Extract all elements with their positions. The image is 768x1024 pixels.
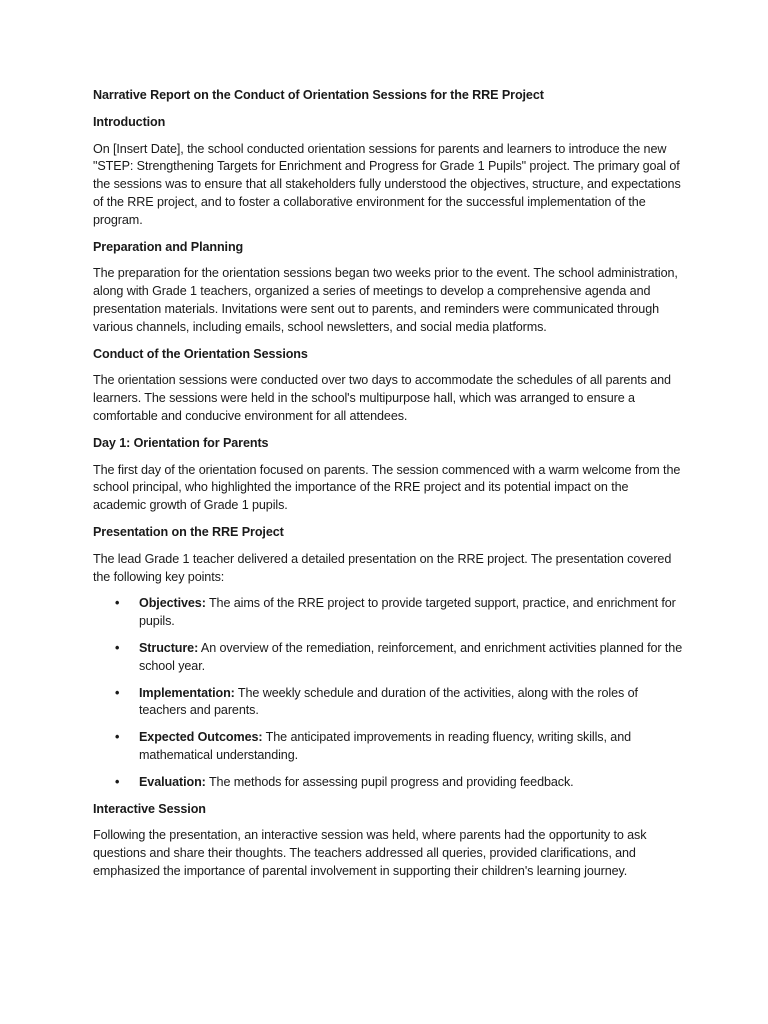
document-title: Narrative Report on the Conduct of Orientation Sessions for the RRE Project: [93, 88, 544, 102]
list-item-label: Structure:: [139, 640, 199, 655]
paragraph-introduction: On [Insert Date], the school conducted orientation sessions for parents and learners to introduce the new "STEP: Strengthening Targets for Enrichment and Progress for Grade 1 Pupils" project. The primary goal of the sessions was to ensure that all stakeholders fully understood the objectives, structure, and expectations of the RRE project, and to foster a collaborative environment for the successful implementation of the program.: [93, 141, 681, 227]
list-item-text: The aims of the RRE project to provide targeted support, practice, and enrichment for pupils.: [139, 596, 676, 629]
bullet-icon: •: [115, 730, 120, 745]
list-item-text: The anticipated improvements in reading fluency, writing skills, and mathematical understanding.: [139, 730, 632, 762]
list-item-label: Evaluation:: [139, 774, 206, 789]
list-item-label: Expected Outcomes:: [139, 730, 263, 745]
paragraph-conduct: The orientation sessions were conducted over two days to accommodate the schedules of all parents and learners. The sessions were held in the school's multipurpose hall, which was arranged to ensure a comfortable and conducive environment for all attendees.: [93, 373, 671, 423]
bullet-icon: •: [115, 685, 120, 700]
document-page: [93, 87, 683, 890]
list-item-text: The weekly schedule and duration of the activities, along with the roles of teachers and parents.: [139, 685, 638, 718]
paragraph-preparation: The preparation for the orientation sessions began two weeks prior to the event. The school administration, along with Grade 1 teachers, organized a series of meetings to develop a comprehensive agenda and presentation materials. Invitations were sent out to parents, and reminders were communicated through various channels, including emails, school newsletters, and social media platforms.: [93, 266, 678, 334]
list-item-text: The methods for assessing pupil progress and providing feedback.: [205, 774, 574, 789]
list-item: [93, 685, 683, 721]
key-points-list: [93, 595, 683, 791]
paragraph-interactive: Following the presentation, an interactive session was held, where parents had the opportunity to ask questions and share their thoughts. The teachers addressed all queries, provided clarifications, and emphasized the importance of parental involvement in supporting their children's learning journey.: [93, 828, 647, 878]
section-heading-conduct: Conduct of the Orientation Sessions: [93, 346, 308, 361]
list-item-text: An overview of the remediation, reinforcement, and enrichment activities planned for the school year.: [139, 640, 683, 673]
paragraph-presentation: The lead Grade 1 teacher delivered a detailed presentation on the RRE project. The presentation covered the following key points:: [93, 551, 672, 584]
list-item: [93, 640, 683, 676]
section-heading-presentation: Presentation on the RRE Project: [93, 524, 284, 539]
bullet-icon: •: [115, 596, 120, 611]
section-heading-day1: Day 1: Orientation for Parents: [93, 435, 269, 450]
list-item-label: Objectives:: [139, 596, 206, 611]
section-heading-preparation: Preparation and Planning: [93, 239, 244, 254]
list-item: [93, 729, 683, 765]
bullet-icon: •: [115, 774, 120, 789]
list-item-label: Implementation:: [139, 685, 235, 700]
section-heading-introduction: Introduction: [93, 114, 166, 129]
bullet-icon: •: [115, 640, 120, 655]
list-item: [93, 774, 683, 792]
list-item: [93, 595, 683, 631]
paragraph-day1: The first day of the orientation focused on parents. The session commenced with a warm welcome from the school principal, who highlighted the importance of the RRE project and its potential impact on the academic growth of Grade 1 pupils.: [93, 462, 681, 513]
section-heading-interactive: Interactive Session: [93, 801, 206, 816]
